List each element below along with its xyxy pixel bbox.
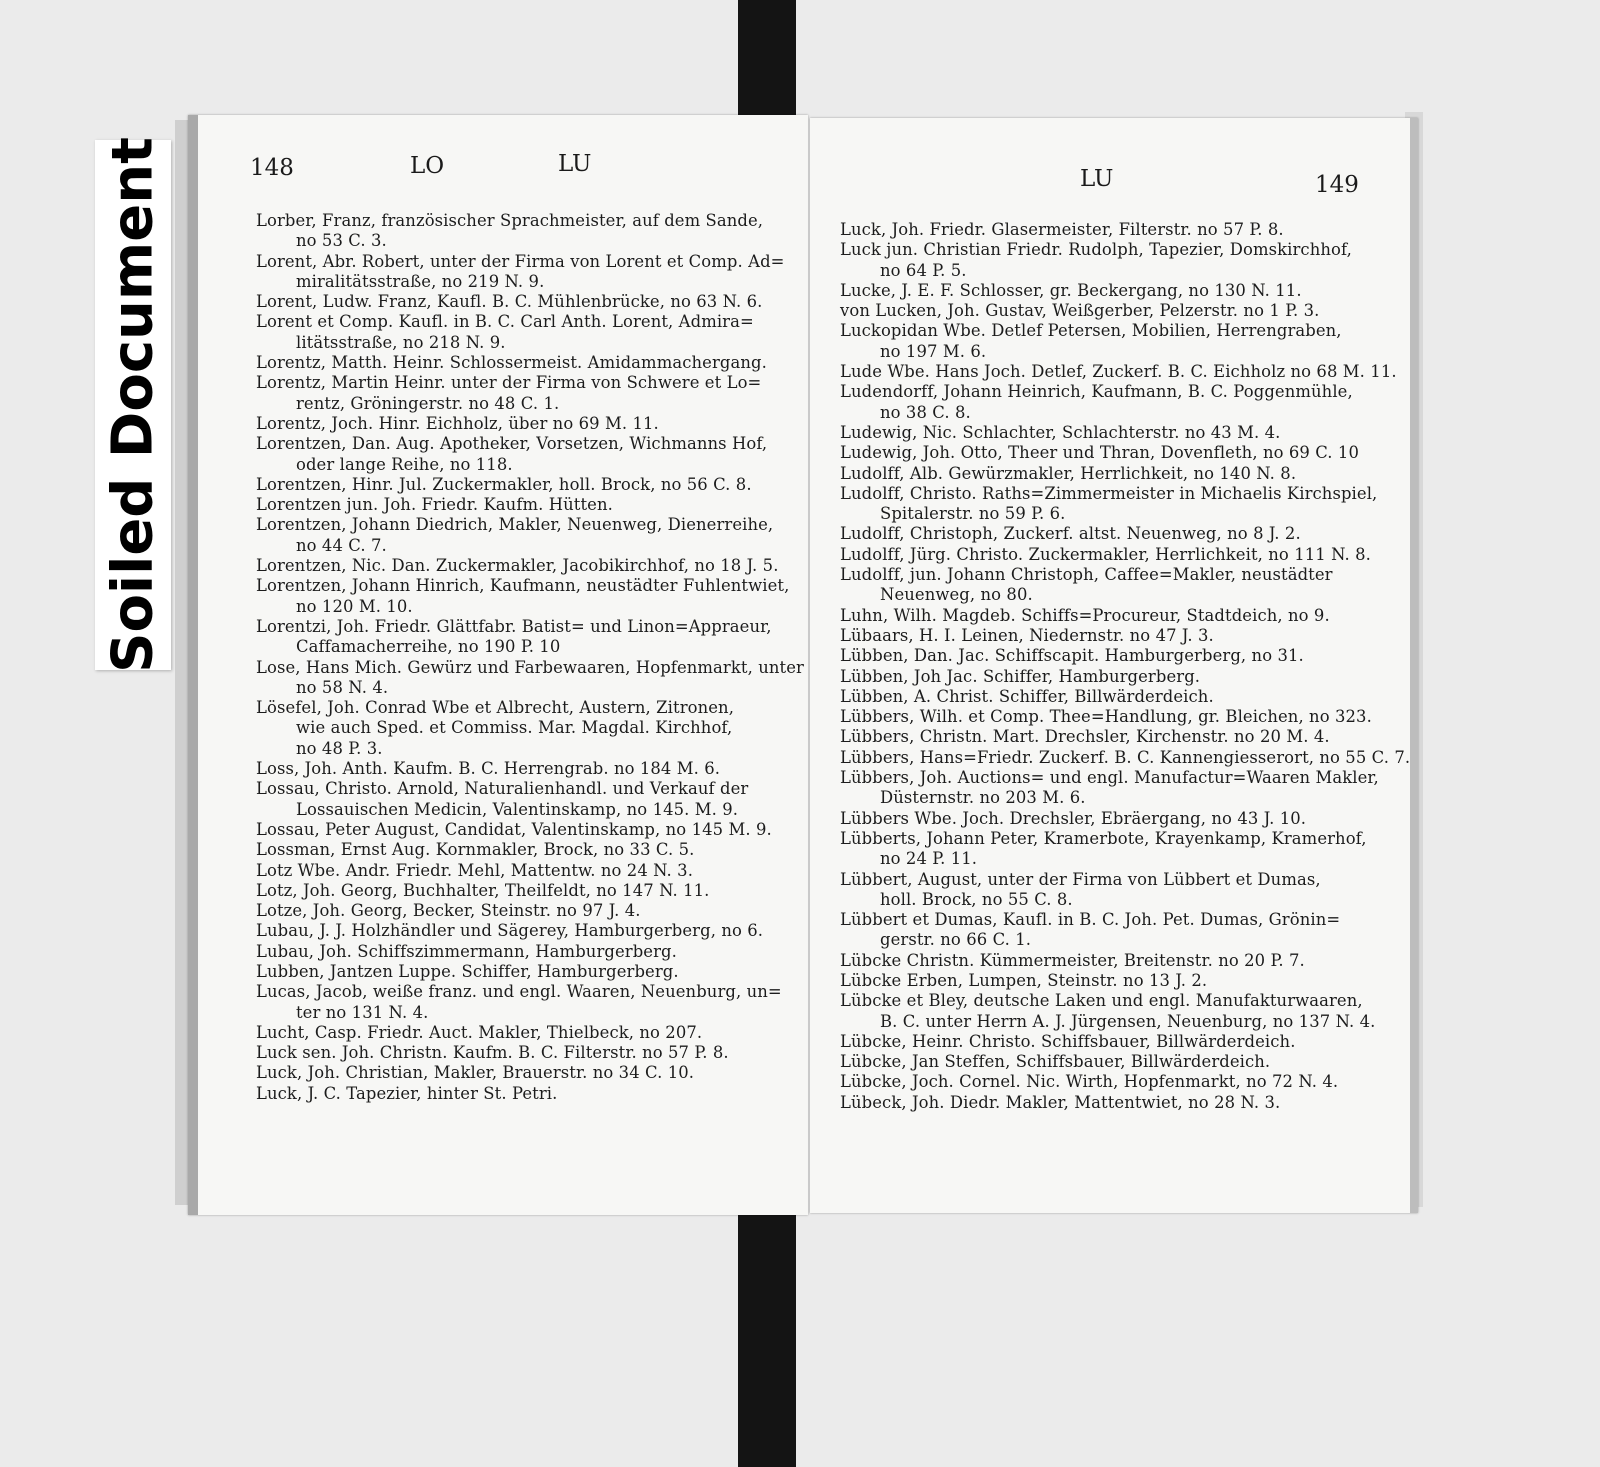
right-entry-line: B. C. unter Herrn A. J. Jürgensen, Neuenburg, no 137 N. 4. xyxy=(880,1011,1376,1031)
left-entry-line: Lubau, Joh. Schiffszimmermann, Hamburgerberg. xyxy=(256,941,677,961)
left-entry-line: Lose, Hans Mich. Gewürz und Farbewaaren, Hopfenmarkt, unter xyxy=(256,657,804,677)
left-entry-line: Lotz Wbe. Andr. Friedr. Mehl, Mattentw. no 24 N. 3. xyxy=(256,860,694,880)
right-entry-list xyxy=(840,220,1411,1113)
right-entry-line: Lübben, Dan. Jac. Schiffscapit. Hamburgerberg, no 31. xyxy=(840,646,1304,666)
left-entry-line: no 120 M. 10. xyxy=(296,596,413,616)
left-entry-line: Lorent et Comp. Kaufl. in B. C. Carl Anth. Lorent, Admira= xyxy=(256,312,754,332)
left-entry-line: Lubau, J. J. Holzhändler und Sägerey, Hamburgerberg, no 6. xyxy=(256,921,764,941)
left-entry-line: Lossau, Peter August, Candidat, Valentinskamp, no 145 M. 9. xyxy=(256,819,772,839)
right-entry-line: Luck, Joh. Friedr. Glasermeister, Filterstr. no 57 P. 8. xyxy=(840,220,1284,239)
left-entry-line: Lorentzen, Johann Diedrich, Makler, Neuenweg, Dienerreihe, xyxy=(256,515,774,535)
binding-spine-top xyxy=(738,0,796,120)
left-entry-line: Luck, J. C. Tapezier, hinter St. Petri. xyxy=(256,1083,558,1103)
left-entry-line: Lorentz, Martin Heinr. unter der Firma von Schwere et Lo= xyxy=(256,373,762,393)
left-entry-line: ter no 131 N. 4. xyxy=(296,1002,429,1022)
binding-spine-bottom xyxy=(738,1200,796,1467)
right-entry-line: gerstr. no 66 C. 1. xyxy=(880,930,1032,950)
right-entry-line: Ludewig, Nic. Schlachter, Schlachterstr. no 43 M. 4. xyxy=(840,422,1281,442)
left-entry-line: no 53 C. 3. xyxy=(296,231,387,251)
left-entry-line: Loss, Joh. Anth. Kaufm. B. C. Herrengrab. no 184 M. 6. xyxy=(256,759,721,779)
right-entry-line: Lübbert, August, unter der Firma von Lübbert et Dumas, xyxy=(840,869,1321,889)
right-entry-line: Ludolff, Christoph, Zuckerf. altst. Neuenweg, no 8 J. 2. xyxy=(840,524,1301,544)
left-entry-line: Lucht, Casp. Friedr. Auct. Makler, Thielbeck, no 207. xyxy=(256,1022,703,1042)
headword-left-second: LU xyxy=(558,151,592,177)
right-entry-line: no 197 M. 6. xyxy=(880,341,987,361)
left-entry-line: no 48 P. 3. xyxy=(296,738,383,758)
left-entry-line: Lorent, Ludw. Franz, Kaufl. B. C. Mühlenbrücke, no 63 N. 6. xyxy=(256,292,763,312)
right-entry-line: Lübbers, Wilh. et Comp. Thee=Handlung, gr. Bleichen, no 323. xyxy=(840,707,1372,727)
right-entry-line: Lübaars, H. I. Leinen, Niedernstr. no 47 J. 3. xyxy=(840,625,1214,645)
right-entry-line: Lübcke Christn. Kümmermeister, Breitenstr. no 20 P. 7. xyxy=(840,950,1305,970)
left-entry-line: Lorentzen, Nic. Dan. Zuckermakler, Jacobikirchhof, no 18 J. 5. xyxy=(256,556,779,576)
left-entry-line: Lucas, Jacob, weiße franz. und engl. Waaren, Neuenburg, un= xyxy=(256,982,782,1002)
right-entry-line: Lübberts, Johann Peter, Kramerbote, Krayenkamp, Kramerhof, xyxy=(840,828,1367,848)
left-entry-line: Lorentzen jun. Joh. Friedr. Kaufm. Hütten. xyxy=(256,495,613,515)
left-entry-line: Lotz, Joh. Georg, Buchhalter, Theilfeldt, no 147 N. 11. xyxy=(256,880,710,900)
left-entry-list xyxy=(256,211,804,1104)
right-entry-line: Lude Wbe. Hans Joch. Detlef, Zuckerf. B. C. Eichholz no 68 M. 11. xyxy=(840,362,1397,382)
left-entry-line: Lorentz, Matth. Heinr. Schlossermeist. Amidammachergang. xyxy=(256,353,767,373)
right-entry-line: Luhn, Wilh. Magdeb. Schiffs=Procureur, Stadtdeich, no 9. xyxy=(840,605,1330,625)
right-entry-line: Lübbers, Christn. Mart. Drechsler, Kirchenstr. no 20 M. 4. xyxy=(840,727,1330,747)
right-entry-line: Luckopidan Wbe. Detlef Petersen, Mobilien, Herrengraben, xyxy=(840,321,1342,341)
tab-label: Soiled Document xyxy=(100,137,166,673)
left-entry-line: Lorentz, Joch. Hinr. Eichholz, über no 69 M. 11. xyxy=(256,413,659,433)
page-number-left: 148 xyxy=(250,155,294,181)
headword-left-first: LO xyxy=(410,153,445,179)
right-page xyxy=(810,118,1418,1213)
left-entry-line: Lorentzi, Joh. Friedr. Glättfabr. Batist= und Linon=Appraeur, xyxy=(256,616,772,636)
left-entry-line: litätsstraße, no 218 N. 9. xyxy=(296,332,506,352)
left-entry-line: Lorent, Abr. Robert, unter der Firma von Lorent et Comp. Ad= xyxy=(256,251,785,271)
left-entry-line: miralitätsstraße, no 219 N. 9. xyxy=(296,271,545,291)
left-entry-line: wie auch Sped. et Commiss. Mar. Magdal. Kirchhof, xyxy=(296,718,733,738)
left-entry-line: no 58 N. 4. xyxy=(296,677,389,697)
page-number-right: 149 xyxy=(1315,172,1359,198)
right-entry-line: Lübcke, Jan Steffen, Schiffsbauer, Billwärderdeich. xyxy=(840,1052,1271,1072)
right-entry-line: Ludolff, Jürg. Christo. Zuckermakler, Herrlichkeit, no 111 N. 8. xyxy=(840,544,1371,564)
left-entry-line: Lösefel, Joh. Conrad Wbe et Albrecht, Austern, Zitronen, xyxy=(256,698,735,718)
right-entry-line: no 64 P. 5. xyxy=(880,260,967,280)
right-entry-line: Lübbers, Hans=Friedr. Zuckerf. B. C. Kannengiesserort, no 55 C. 7. xyxy=(840,747,1411,767)
left-entry-line: Lossau, Christo. Arnold, Naturalienhandl. und Verkauf der xyxy=(256,779,749,799)
right-entry-line: Neuenweg, no 80. xyxy=(880,585,1033,605)
left-entry-line: Lorentzen, Hinr. Jul. Zuckermakler, holl. Brock, no 56 C. 8. xyxy=(256,474,752,494)
right-entry-line: Lübcke, Heinr. Christo. Schiffsbauer, Billwärderdeich. xyxy=(840,1031,1296,1051)
right-entry-line: Lübeck, Joh. Diedr. Makler, Mattentwiet, no 28 N. 3. xyxy=(840,1092,1281,1112)
right-entry-line: Lübben, Joh Jac. Schiffer, Hamburgerberg. xyxy=(840,666,1201,686)
right-entry-line: Ludolff, jun. Johann Christoph, Caffee=Makler, neustädter xyxy=(840,565,1333,585)
left-page xyxy=(188,115,808,1215)
right-entry-line: Luck jun. Christian Friedr. Rudolph, Tapezier, Domskirchhof, xyxy=(840,240,1352,260)
left-entry-line: Lorentzen, Dan. Aug. Apotheker, Vorsetzen, Wichmanns Hof, xyxy=(256,434,768,454)
right-entry-line: Lübcke, Joch. Cornel. Nic. Wirth, Hopfenmarkt, no 72 N. 4. xyxy=(840,1072,1339,1092)
headword-right: LU xyxy=(1080,166,1114,192)
left-entry-line: Lorber, Franz, französischer Sprachmeister, auf dem Sande, xyxy=(256,211,764,230)
right-entry-line: Spitalerstr. no 59 P. 6. xyxy=(880,504,1066,524)
left-entry-line: no 44 C. 7. xyxy=(296,535,387,555)
left-entry-line: Luck sen. Joh. Christn. Kaufm. B. C. Filterstr. no 57 P. 8. xyxy=(256,1043,729,1063)
right-entry-line: Lübben, A. Christ. Schiffer, Billwärderdeich. xyxy=(840,686,1214,706)
right-entry-line: no 24 P. 11. xyxy=(880,849,978,869)
left-entry-line: Lossauischen Medicin, Valentinskamp, no 145. M. 9. xyxy=(296,799,739,819)
right-entry-line: Lübbert et Dumas, Kaufl. in B. C. Joh. Pet. Dumas, Grönin= xyxy=(840,910,1341,930)
soiled-document-tab xyxy=(95,137,171,673)
right-entry-line: von Lucken, Joh. Gustav, Weißgerber, Pelzerstr. no 1 P. 3. xyxy=(840,301,1320,321)
right-entry-line: Ludolff, Christo. Raths=Zimmermeister in Michaelis Kirchspiel, xyxy=(840,483,1378,503)
right-entry-line: Lübbers, Joh. Auctions= und engl. Manufactur=Waaren Makler, xyxy=(840,768,1379,788)
left-entry-line: Luck, Joh. Christian, Makler, Brauerstr. no 34 C. 10. xyxy=(256,1063,695,1083)
right-entry-line: no 38 C. 8. xyxy=(880,402,971,422)
right-entry-line: Ludolff, Alb. Gewürzmakler, Herrlichkeit, no 140 N. 8. xyxy=(840,463,1297,483)
left-entry-line: Lubben, Jantzen Luppe. Schiffer, Hamburgerberg. xyxy=(256,961,679,981)
right-entry-line: Lübcke Erben, Lumpen, Steinstr. no 13 J. 2. xyxy=(840,970,1208,990)
left-entry-line: Lotze, Joh. Georg, Becker, Steinstr. no 97 J. 4. xyxy=(256,901,641,921)
right-entry-line: holl. Brock, no 55 C. 8. xyxy=(880,889,1073,909)
right-entry-line: Lübcke et Bley, deutsche Laken und engl. Manufakturwaaren, xyxy=(840,991,1363,1011)
left-entry-line: rentz, Gröningerstr. no 48 C. 1. xyxy=(296,393,560,413)
right-entry-line: Ludendorff, Johann Heinrich, Kaufmann, B. C. Poggenmühle, xyxy=(840,382,1353,402)
left-entry-line: oder lange Reihe, no 118. xyxy=(296,454,513,474)
right-entry-line: Lucke, J. E. F. Schlosser, gr. Beckergang, no 130 N. 11. xyxy=(840,280,1302,300)
left-entry-line: Caffamacherreihe, no 190 P. 10 xyxy=(296,637,561,657)
right-entry-line: Düsternstr. no 203 M. 6. xyxy=(880,788,1086,808)
right-entry-line: Lübbers Wbe. Joch. Drechsler, Ebräergang, no 43 J. 10. xyxy=(840,808,1307,828)
left-entry-line: Lorentzen, Johann Hinrich, Kaufmann, neustädter Fuhlentwiet, xyxy=(256,576,790,596)
right-entry-line: Ludewig, Joh. Otto, Theer und Thran, Dovenfleth, no 69 C. 10 xyxy=(840,443,1359,463)
left-entry-line: Lossman, Ernst Aug. Kornmakler, Brock, no 33 C. 5. xyxy=(256,840,695,860)
